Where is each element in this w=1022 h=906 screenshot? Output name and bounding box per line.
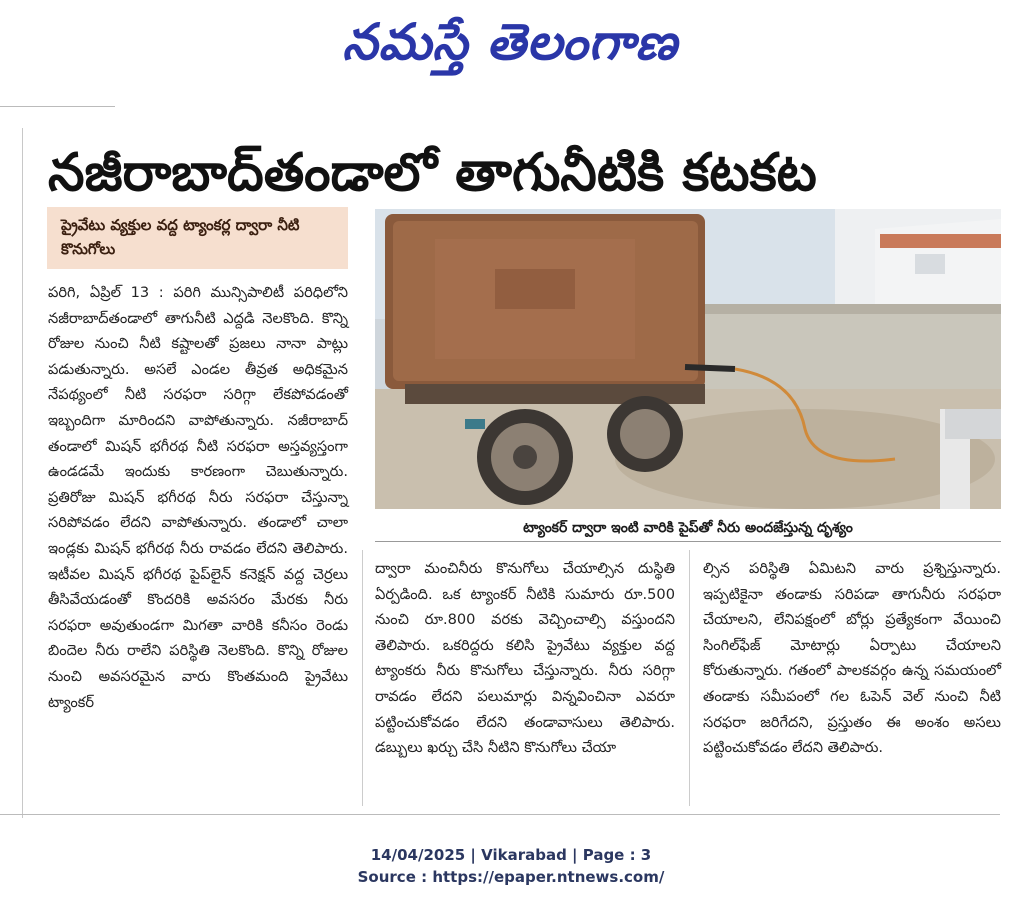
tanker-photo-illustration xyxy=(375,209,1001,509)
footer-source-link[interactable]: Source : https://epaper.ntnews.com/ xyxy=(357,868,665,886)
column-3-text: ల్సిన పరిస్థితి ఏమిటని వారు ప్రశ్నిస్తున్నారు. ఇప్పటికైనా తండాకు సరిపడా తాగునీరు సరఫరా చేయాలని, లేనిపక్షంలో బోర్లు ప్రత్యేకంగా వేయించి సింగిల్‌ఫేజ్ మోటార్లు ఏర్పాటు చేయాలని కోరుతున్నారు. గతంలో పాలకవర్గం ఉన్న సమయంలో తండాకు సమీపంలో గల ఓపెన్ వెల్ నుంచి నీటి సరఫరా జరిగేదని, ప్రస్తుతం ఈ అంశం అసలు పట్టించుకోవడం లేదని తెలిపారు. xyxy=(703,560,1001,757)
footer-date-edition: 14/04/2025 | Vikarabad | Page : 3 xyxy=(370,846,652,864)
column-2-text: ద్వారా మంచినీరు కొనుగోలు చేయాల్సిన దుస్థితి ఏర్పడింది. ఒక ట్యాంకర్ నీటికి సుమారు రూ.500 నుంచి రూ.800 వరకు వెచ్చించాల్సి వస్తుందని తెలిపారు. ఒకరిద్దరు కలిసి ప్రైవేటు వ్యక్తుల వద్ద ట్యాంకరు నీరు కొనుగోలు చేస్తున్నారు. నీరు సరిగ్గా రావడం లేదని పలుమార్లు విన్నవించినా ఎవరూ పట్టించుకోవడం లేదని తండావాసులు తెలిపారు. డబ్బులు ఖర్చు చేసి నీటిని కొనుగోలు చేయా xyxy=(375,560,675,757)
column-1-text: పరిగి, ఏప్రిల్ 13 : పరిగి మున్సిపాలిటీ పరిధిలోని నజీరాబాద్‌తండాలో తాగునీటి ఎద్దడి నెలకొంది. కొన్ని రోజుల నుంచి నీటి కష్టాలతో ప్రజలు నానా పాట్లు పడుతున్నారు. అసలే ఎండల తీవ్రత అధికమైన నేపథ్యంలో నీటి సరఫరా సరిగ్గా లేకపోవడంతో ఇబ్బందిగా మారిందని వాపోతున్నారు. నజీరాబాద్ తండాలో మిషన్ భగీరథ నీటి సరఫరా అస్తవ్యస్తంగా ఉండడమే ఇందుకు కారణంగా చెబుతున్నారు. ప్రతిరోజు మిషన్ భగీరథ నీరు సరఫరా చేస్తున్నా సరిపోవడం లేదని వాపోతున్నారు. తండాలో చాలా ఇండ్లకు మిషన్ భగీరథ నీరు రావడం లేదని తెలిపారు. ఇటీవల మిషన్ భగీరథ పైప్‌లైన్ కనెక్షన్ వద్ద చెర్రలు తీసివేయడంతో కొందరికి అవసరం మేరకు నీరు సరఫరా అవుతుండగా మిగతా వారికి కనీసం రెండు బిందెల నీరు రాలేని పరిస్థితి నెలకొంది. కొన్ని రోజుల నుంచి అవసరమైన వారు కొంతమంది ప్రైవేటు ట్యాంకర్ xyxy=(48,284,348,711)
newspaper-masthead: నమస్తే తెలంగాణ xyxy=(342,12,678,71)
photo-caption: ట్యాంకర్ ద్వారా ఇంటి వారికి పైప్‌తో నీరు అందజేస్తున్న దృశ్యం xyxy=(375,515,1001,542)
article-column-3 xyxy=(703,556,1001,806)
article-column-2 xyxy=(375,556,675,806)
left-margin-rule xyxy=(22,128,23,818)
column-divider xyxy=(362,550,363,806)
column-divider xyxy=(689,550,690,806)
article-column-1 xyxy=(48,280,348,810)
top-divider xyxy=(0,106,115,107)
article-subhead: ప్రైవేటు వ్యక్తుల వద్ద ట్యాంకర్ల ద్వారా నీటి కొనుగోలు xyxy=(47,207,348,269)
article-headline: నజీరాబాద్‌తండాలో తాగునీటికి కటకట xyxy=(48,143,817,203)
bottom-divider xyxy=(0,814,1000,815)
article-photo xyxy=(375,209,1001,509)
